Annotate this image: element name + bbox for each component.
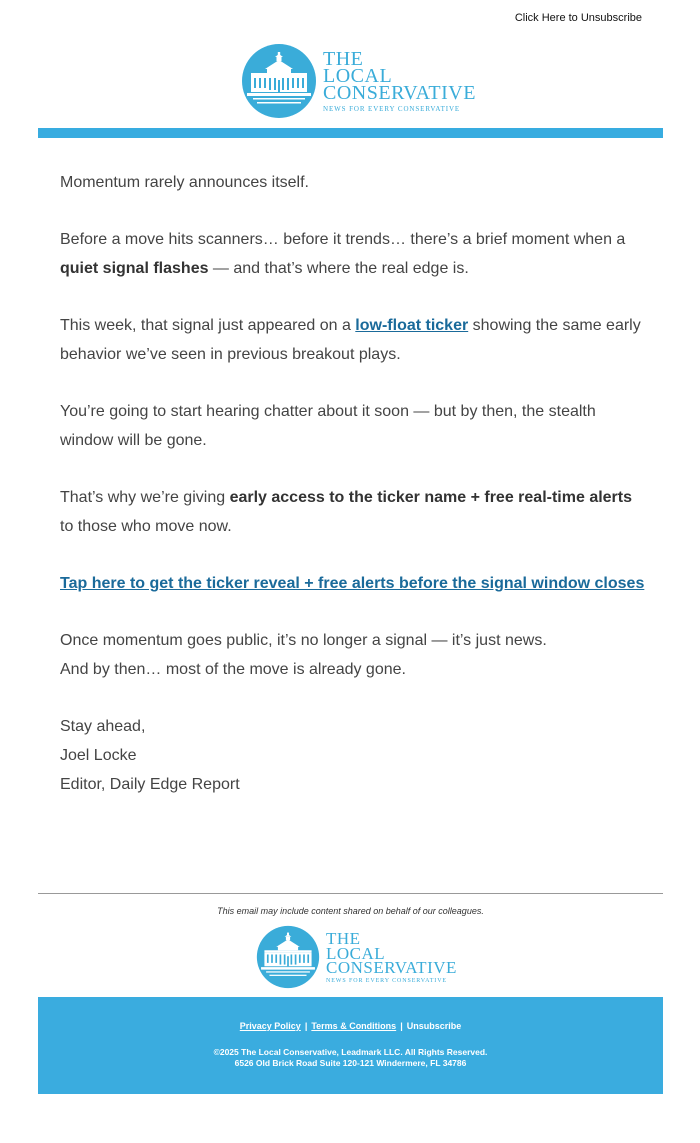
p6-line-1: Once momentum goes public, it’s no longer a signal — it’s just news. bbox=[60, 632, 547, 649]
footer-logo-line-3: CONSERVATIVE bbox=[326, 958, 457, 977]
footer-unsubscribe-link[interactable]: Unsubscribe bbox=[406, 1021, 462, 1031]
address-text: 6526 Old Brick Road Suite 120-121 Windermere, FL 34786 bbox=[234, 1058, 467, 1068]
paragraph-3 bbox=[60, 311, 645, 369]
terms-conditions-link[interactable]: Terms & Conditions bbox=[311, 1021, 397, 1031]
low-float-ticker-link[interactable]: low-float ticker bbox=[355, 317, 469, 334]
footer-logo[interactable] bbox=[256, 925, 456, 991]
paragraph-6 bbox=[60, 626, 645, 684]
signature bbox=[60, 712, 645, 799]
paragraph-5 bbox=[60, 483, 645, 541]
p5-text-start: That’s why we’re giving bbox=[60, 489, 230, 506]
footer-disclaimer: This email may include content shared on behalf of our colleagues. bbox=[217, 906, 484, 916]
footer-separator: | bbox=[304, 1021, 308, 1031]
logo-line-2: LOCAL bbox=[323, 65, 393, 87]
white-house-icon bbox=[241, 43, 317, 119]
footer-separator: | bbox=[400, 1021, 403, 1031]
cta-paragraph bbox=[60, 569, 645, 598]
footer-logo-tagline: NEWS FOR EVERY CONSERVATIVE bbox=[326, 977, 447, 984]
footer-links bbox=[38, 1021, 663, 1031]
p6-line-2: And by then… most of the move is already gone. bbox=[60, 661, 406, 678]
p3-text-end: showing the same early behavior we’ve seen in previous breakout plays. bbox=[60, 317, 641, 363]
logo-wordmark bbox=[323, 48, 476, 113]
author-name: Joel Locke bbox=[60, 747, 137, 764]
footer-logo-line-1: THE bbox=[326, 929, 361, 948]
footer-panel bbox=[38, 997, 663, 1094]
brand-logo[interactable] bbox=[241, 43, 476, 123]
paragraph-2 bbox=[60, 225, 645, 283]
logo-line-3: CONSERVATIVE bbox=[323, 82, 476, 104]
footer-copyright-block bbox=[38, 1047, 663, 1069]
footer-logo-line-2: LOCAL bbox=[326, 943, 386, 963]
signoff: Stay ahead, bbox=[60, 718, 146, 735]
author-title: Editor, Daily Edge Report bbox=[60, 776, 240, 793]
footer-logo-wordmark bbox=[326, 929, 457, 984]
email-body bbox=[60, 168, 645, 799]
white-house-icon bbox=[256, 925, 320, 989]
logo-line-1: THE bbox=[323, 48, 364, 70]
p5-text-end: to those who move now. bbox=[60, 518, 232, 535]
copyright-text: ©2025 The Local Conservative, Leadmark LLC. All Rights Reserved. bbox=[213, 1047, 488, 1057]
ticker-reveal-cta-link[interactable]: Tap here to get the ticker reveal + free alerts before the signal window closes bbox=[60, 575, 645, 592]
p2-text-start: Before a move hits scanners… before it trends… there’s a brief moment when a bbox=[60, 231, 626, 248]
logo-tagline: NEWS FOR EVERY CONSERVATIVE bbox=[323, 105, 461, 113]
paragraph-1: Momentum rarely announces itself. bbox=[60, 174, 309, 191]
footer-divider bbox=[38, 893, 663, 894]
p2-bold: quiet signal flashes bbox=[60, 260, 209, 277]
p5-bold: early access to the ticker name + free real-time alerts bbox=[229, 489, 633, 506]
paragraph-4: You’re going to start hearing chatter about it soon — but by then, the stealth window will be gone. bbox=[60, 403, 596, 449]
unsubscribe-top-link[interactable]: Click Here to Unsubscribe bbox=[514, 12, 642, 24]
privacy-policy-link[interactable]: Privacy Policy bbox=[239, 1021, 301, 1031]
header-divider-bar bbox=[38, 128, 663, 138]
p2-text-end: — and that’s where the real edge is. bbox=[208, 260, 469, 277]
p3-text-start: This week, that signal just appeared on a bbox=[60, 317, 356, 334]
